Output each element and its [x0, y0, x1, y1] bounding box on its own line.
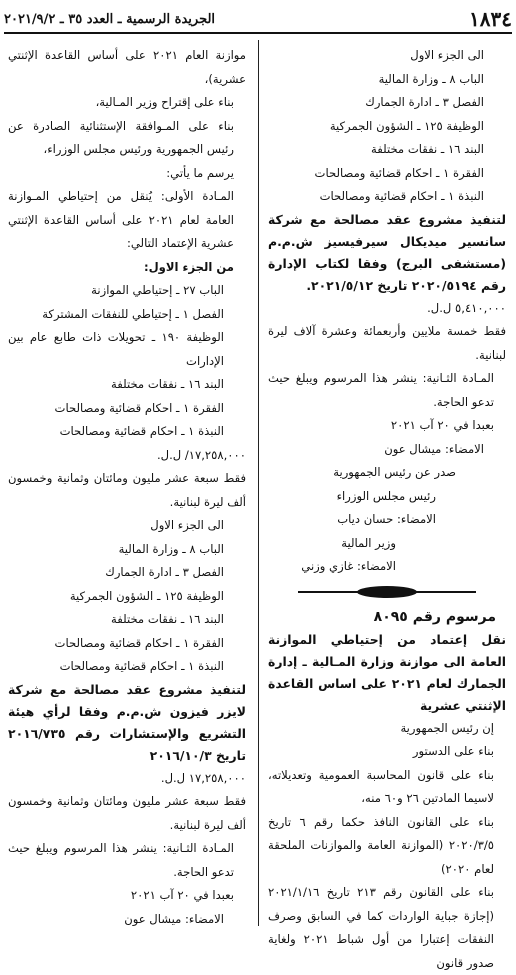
budget-line: الفقرة ١ ـ احكام قضائية ومصالحات: [314, 165, 484, 180]
prime-minister-title: رئيس مجلس الوزراء: [336, 488, 436, 503]
finance-minister-signature: الامضاء: غازي وزني: [301, 559, 396, 573]
budget-line: الفصل ١ ـ إحتياطي للنفقات المشتركة: [42, 306, 224, 321]
budget-line: الى الجزء الاول: [150, 518, 224, 532]
signing-date: بعبدا في ٢٠ آب ٢٠٢١: [130, 888, 234, 902]
issued-by: صدر عن رئيس الجمهورية: [333, 465, 456, 479]
amount-in-words: فقط سبعة عشر مليون ومائتان وثمانية وخمسون ألف ليرة لبنانية.: [8, 471, 246, 509]
president-signature: الامضاء: ميشال عون: [384, 441, 484, 456]
budget-line: الباب ٢٧ ـ إحتياطي الموازنة: [91, 283, 224, 297]
article-one: المـادة الأولى: يُنقل من إحتياطي المـوازنة العامة لعام ٢٠٢١ على أساس القاعدة الإثنتي عشرية الإعتماد التالي:: [8, 189, 235, 250]
budget-line: البند ١٦ ـ نفقات مختلفة: [371, 142, 484, 156]
budget-line: النبذة ١ ـ احكام قضائية ومصالحات: [59, 424, 224, 438]
page-header: [4, 6, 512, 34]
budget-line: الفصل ٣ ـ ادارة الجمارك: [365, 95, 484, 109]
decree-title: نقل إعتماد من إحتياطي الموازنة العامة الى موازنة وزارة المـالية ـ إدارة الجمارك لعام ٢٠٢١ على اساس القاعدة الإثنتي عشرية: [268, 631, 506, 713]
budget-line: الفقرة ١ ـ احكام قضائية ومصالحات: [54, 400, 224, 415]
president-signature: الامضاء: ميشال عون: [124, 911, 224, 926]
left-column: [8, 44, 246, 931]
preamble-proposal: بناء على إقتراح وزير المـالية،: [95, 95, 234, 109]
decrees-formula: يرسم ما يأتي:: [166, 165, 234, 180]
preamble-approval: بناء على المـوافقة الإستثنائية الصادرة عن رئيس الجمهورية ورئيس مجلس الوزراء،: [8, 118, 234, 156]
right-column: [268, 44, 506, 975]
budget-line: الباب ٨ ـ وزارة المالية: [118, 541, 224, 556]
gazette-issue-title: الجريدة الرسمية ـ العدد ٣٥ ـ ٢٠٢١/٩/٢: [4, 11, 216, 27]
amount-figure: ١٧,٢٥٨,٠٠٠/ ل.ل.: [156, 447, 246, 462]
from-part-heading: من الجزء الاول:: [143, 259, 234, 274]
decree-number: مرسوم رقم ٨٠٩٥: [373, 608, 496, 625]
amount-in-words: فقط سبعة عشر مليون ومائتان وثمانية وخمسون ألف ليرة لبنانية.: [8, 794, 246, 832]
preamble-continuation: موازنة العام ٢٠٢١ على أساس القاعدة الإثنتي عشرية)،: [8, 48, 247, 86]
amount-in-words: فقط خمسة ملايين وأربعمائة وعشرة آلاف ليرة لبنانية.: [268, 324, 506, 362]
preamble-law: بناء على قانون المحاسبة العمومية وتعديلاته، لاسيما المادتين ٢٦ و٦٠ منه،: [268, 767, 494, 805]
preamble-constitution: بناء على الدستور: [412, 744, 494, 758]
budget-line: الى الجزء الاول: [410, 48, 484, 62]
budget-line: الوظيفة ١٩٠ ـ تحويلات ذات طابع عام بين الإدارات: [8, 330, 224, 368]
column-divider: [258, 40, 259, 926]
budget-line: البند ١٦ ـ نفقات مختلفة: [111, 377, 224, 391]
budget-line: النبذة ١ ـ احكام قضائية ومصالحات: [319, 189, 484, 203]
budget-line: الفقرة ١ ـ احكام قضائية ومصالحات: [54, 635, 224, 650]
preamble-law: بناء على القانون النافذ حكما رقم ٦ تاريخ ٢٠٢٠/٣/٥ (الموازنة العامة والموازنات الملحقة لعام ٢٠٢٠): [268, 814, 494, 876]
finance-minister-title: وزير المالية: [341, 535, 396, 550]
contract-description: لتنفيذ مشروع عقد مصالحة مع شركة لايزر فيزون ش.م.م وفقا لرأي هيئة التشريع والإستشارات رقم ٢٠١٦/٧٣٥ تاريخ ٢٠١٦/١٠/٣: [8, 681, 246, 763]
budget-line: الوظيفة ١٢٥ ـ الشؤون الجمركية: [69, 588, 224, 603]
article-two: المـادة الثـانية: ينشر هذا المرسوم ويبلغ حيث تدعو الحاجة.: [268, 371, 494, 409]
page-number: ١٨٣٤: [469, 7, 512, 31]
section-divider: [268, 581, 506, 603]
budget-line: الوظيفة ١٢٥ ـ الشؤون الجمركية: [329, 118, 484, 133]
signing-date: بعبدا في ٢٠ آب ٢٠٢١: [390, 418, 494, 432]
prime-minister-signature: الامضاء: حسان دياب: [337, 512, 436, 526]
preamble-president: إن رئيس الجمهورية: [400, 720, 494, 735]
budget-line: البند ١٦ ـ نفقات مختلفة: [111, 612, 224, 626]
budget-line: النبذة ١ ـ احكام قضائية ومصالحات: [59, 659, 224, 673]
budget-line: الباب ٨ ـ وزارة المالية: [378, 71, 484, 86]
amount-figure: ٥,٤١٠,٠٠٠ ل.ل.: [427, 300, 506, 315]
article-two: المـادة الثـانية: ينشر هذا المرسوم ويبلغ حيث تدعو الحاجة.: [8, 841, 234, 879]
contract-description: لتنفيذ مشروع عقد مصالحة مع شركة سانسير ميديكال سيرفيسيز ش.م.م (مستشفى البرج) وفقا لكتاب الإدارة رقم ٢٠٢٠/٥١٩٤ تاريخ ٢٠٢١/٥/١٢.: [268, 211, 506, 293]
budget-line: الفصل ٣ ـ ادارة الجمارك: [105, 565, 224, 579]
preamble-law: بناء على القانون رقم ٢١٣ تاريخ ٢٠٢١/١/١٦ (إجازة جباية الواردات كما في السابق وصرف النفقات إعتبارا من أول شباط ٢٠٢١ ولغاية صدور قانون: [268, 885, 494, 970]
amount-figure: ١٧,٢٥٨,٠٠٠ ل.ل.: [160, 770, 246, 785]
